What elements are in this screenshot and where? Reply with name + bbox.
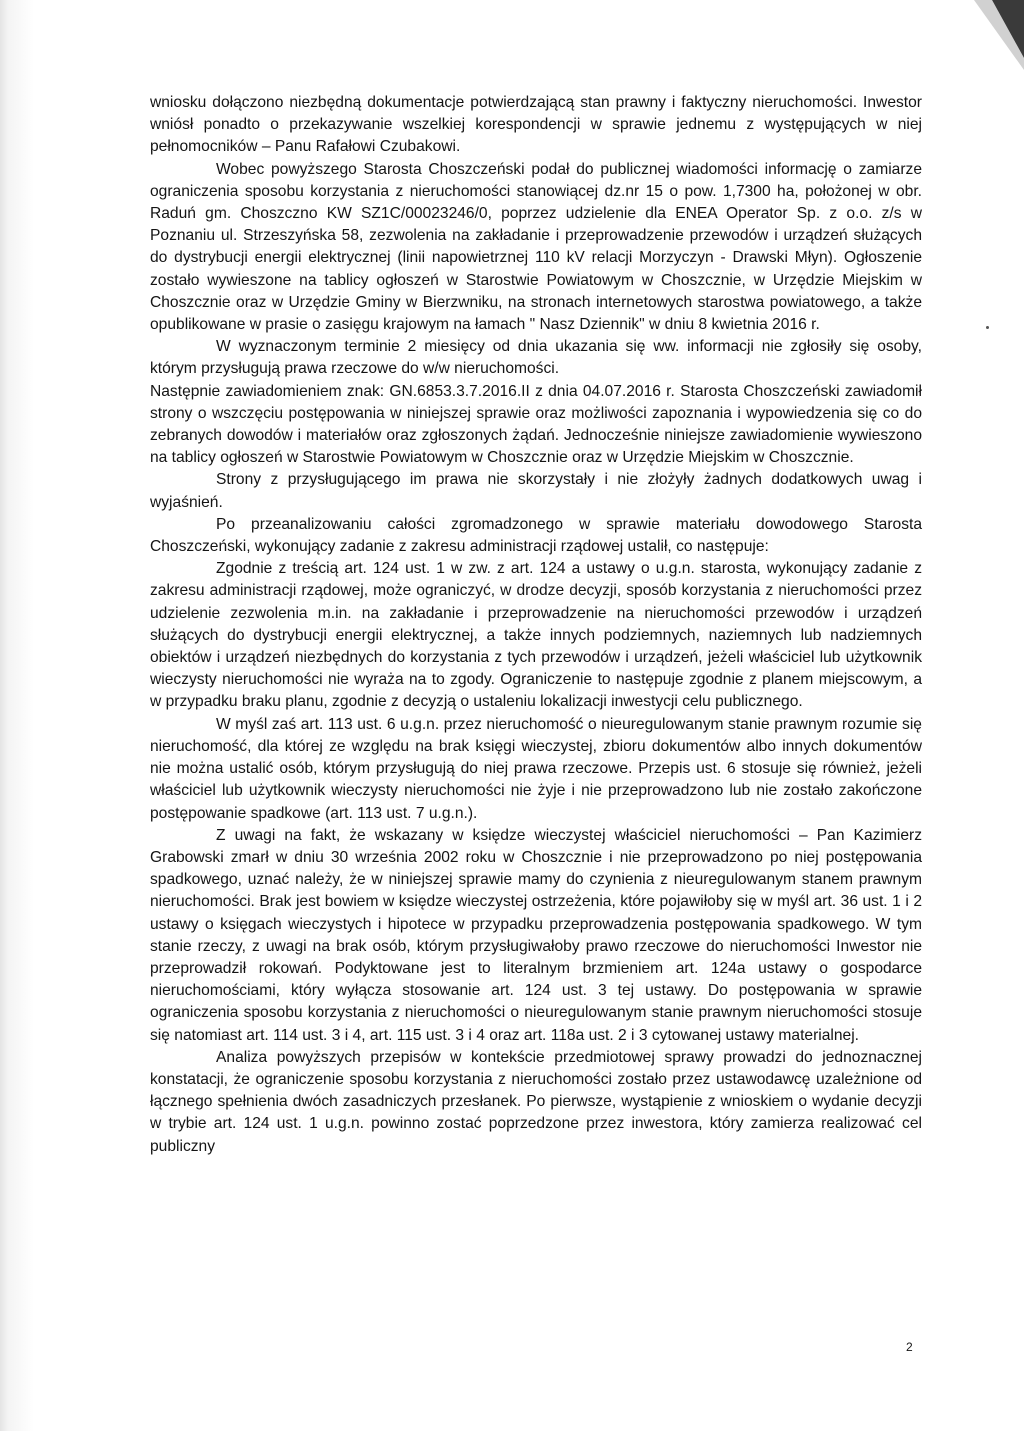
paragraph-8: W myśl zaś art. 113 ust. 6 u.g.n. przez nieruchomość o nieuregulowanym stanie prawnym rozumie się nieruchomość, dla której ze względu na brak księgi wieczystej, zbioru dokumentów albo innych dokumentów nie można ustalić osób, którym przysługują do niej prawa rzeczowe. Przepis ust. 6 stosuje się również, jeżeli właściciel lub użytkownik wieczysty nieruchomości nie żyje i nie przeprowadzono lub nie zostało zakończone postępowanie spadkowe (art. 113 ust. 7 u.g.n.).: [150, 715, 922, 822]
scan-shadow-edge: [0, 0, 34, 1431]
paragraph-10: Analiza powyższych przepisów w kontekście przedmiotowej sprawy prowadzi do jednoznacznej konstatacji, że ograniczenie sposobu korzystania z nieruchomości zostało przez ustawodawcę uzależnione od łącznego spełnienia dwóch zasadniczych przesłanek. Po pierwsze, wystąpienie z wnioskiem o wydanie decyzji w trybie art. 124 ust. 1 u.g.n. powinno zostać poprzedzone przez inwestora, który zamierza realizować cel publiczny: [150, 1048, 922, 1155]
paragraph-4: Następnie zawiadomieniem znak: GN.6853.3.7.2016.II z dnia 04.07.2016 r. Starosta Choszczeński zawiadomił strony o wszczęciu postępowania w niniejszej sprawie oraz możliwości zapoznania i wypowiedzenia się co do zebranych dowodów i materiałów oraz zgłoszonych żądań. Jednocześnie niniejsze zawiadomienie wywieszono na tablicy ogłoszeń w Starostwie Powiatowym w Choszcznie oraz w Urzędzie Miejskim w Choszcznie.: [150, 382, 922, 467]
page-number: 2: [906, 1340, 913, 1354]
scan-corner-fold: [934, 0, 1024, 80]
paragraph-7: Zgodnie z treścią art. 124 ust. 1 w zw. z art. 124 a ustawy o u.g.n. starosta, wykonujący zadanie z zakresu administracji rządowej, może ograniczyć, w drodze decyzji, sposób korzystania z nieruchomości przez udzielenie zezwolenia m.in. na zakładanie i przeprowadzenie na nieruchomości przewodów i urządzeń służących do dystrybucji energii elektrycznej, a także innych podziemnych, naziemnych lub nadziemnych obiektów i urządzeń niezbędnych do korzystania z tych przewodów i urządzeń, jeżeli właściciel lub użytkownik wieczysty nieruchomości nie wyraża na to zgody. Ograniczenie to następuje zgodnie z planem miejscowym, a w przypadku braku planu, zgodnie z decyzją o ustaleniu lokalizacji inwestycji celu publicznego.: [150, 560, 922, 711]
paragraph-3: W wyznaczonym terminie 2 miesięcy od dnia ukazania się ww. informacji nie zgłosiły się osoby, którym przysługują prawa rzeczowe do w/w nieruchomości.: [150, 338, 922, 378]
paragraph-2: Wobec powyższego Starosta Choszczeński podał do publicznej wiadomości informację o zamiarze ograniczenia sposobu korzystania z nieruchomości stanowiącej dz.nr 15 o pow. 1,7300 ha, położonej w obr. Raduń gm. Choszczno KW SZ1C/00023246/0, poprzez udzielenie dla ENEA Operator Sp. z o.o. z/s w Poznaniu ul. Strzeszyńska 58, zezwolenia na zakładanie i przeprowadzenie przewodów i urządzeń służących do dystrybucji energii elektrycznej (linii napowietrznej 110 kV relacji Morzyczyn - Drawski Młyn). Ogłoszenie zostało wywieszone na tablicy ogłoszeń w Starostwie Powiatowym w Choszcznie, w Urzędzie Miejskim w Choszcznie oraz w Urzędzie Gminy w Bierzwniku, na stronach internetowych starostwa powiatowego, a także opublikowane w prasie o zasięgu krajowym na łamach " Nasz Dziennik" w dniu 8 kwietnia 2016 r.: [150, 160, 922, 334]
scan-speck: [986, 326, 989, 329]
paragraph-9: Z uwagi na fakt, że wskazany w księdze wieczystej właściciel nieruchomości – Pan Kazimierz Grabowski zmarł w dniu 30 września 2002 roku w Choszcznie i nie przeprowadzono po niej postępowania spadkowego, uznać należy, że w niniejszej sprawie mamy do czynienia z nieuregulowanym stanem prawnym nieruchomości. Brak jest bowiem w księdze wieczystej ostrzeżenia, które pojawiłoby się w myśl art. 36 ust. 1 i 2 ustawy o księgach wieczystych i hipotece w przypadku przeprowadzenia postępowania spadkowego. W tym stanie rzeczy, z uwagi na brak osób, którym przysługiwałoby prawo rzeczowe do nieruchomości Inwestor nie przeprowadził rokowań. Podyktowane jest to literalnym brzmieniem art. 124a ustawy o gospodarce nieruchomościami, który wyłącza stosowanie art. 124 ust. 3 tej ustawy. Do postępowania w sprawie ograniczenia sposobu korzystania z nieruchomości o nieuregulowanym stanie prawnym nieruchomości stosuje się natomiast art. 114 ust. 3 i 4, art. 115 ust. 3 i 4 oraz art. 118a ust. 2 i 3 cytowanej ustawy materialnej.: [150, 826, 922, 1044]
paragraph-6: Po przeanalizowaniu całości zgromadzonego w sprawie materiału dowodowego Starosta Choszczeński, wykonujący zadanie z zakresu administracji rządowej ustalił, co następuje:: [150, 515, 922, 556]
paragraph-5: Strony z przysługującego im prawa nie skorzystały i nie złożyły żadnych dodatkowych uwag i wyjaśnień.: [150, 471, 922, 511]
paragraph-1: wniosku dołączono niezbędną dokumentacje potwierdzającą stan prawny i faktyczny nieruchomości. Inwestor wniósł ponadto o przekazywanie wszelkiej korespondencji w sprawie jednemu z występujących w niej pełnomocników – Panu Rafałowi Czubakowi.: [150, 94, 922, 156]
document-body: [150, 92, 922, 1158]
